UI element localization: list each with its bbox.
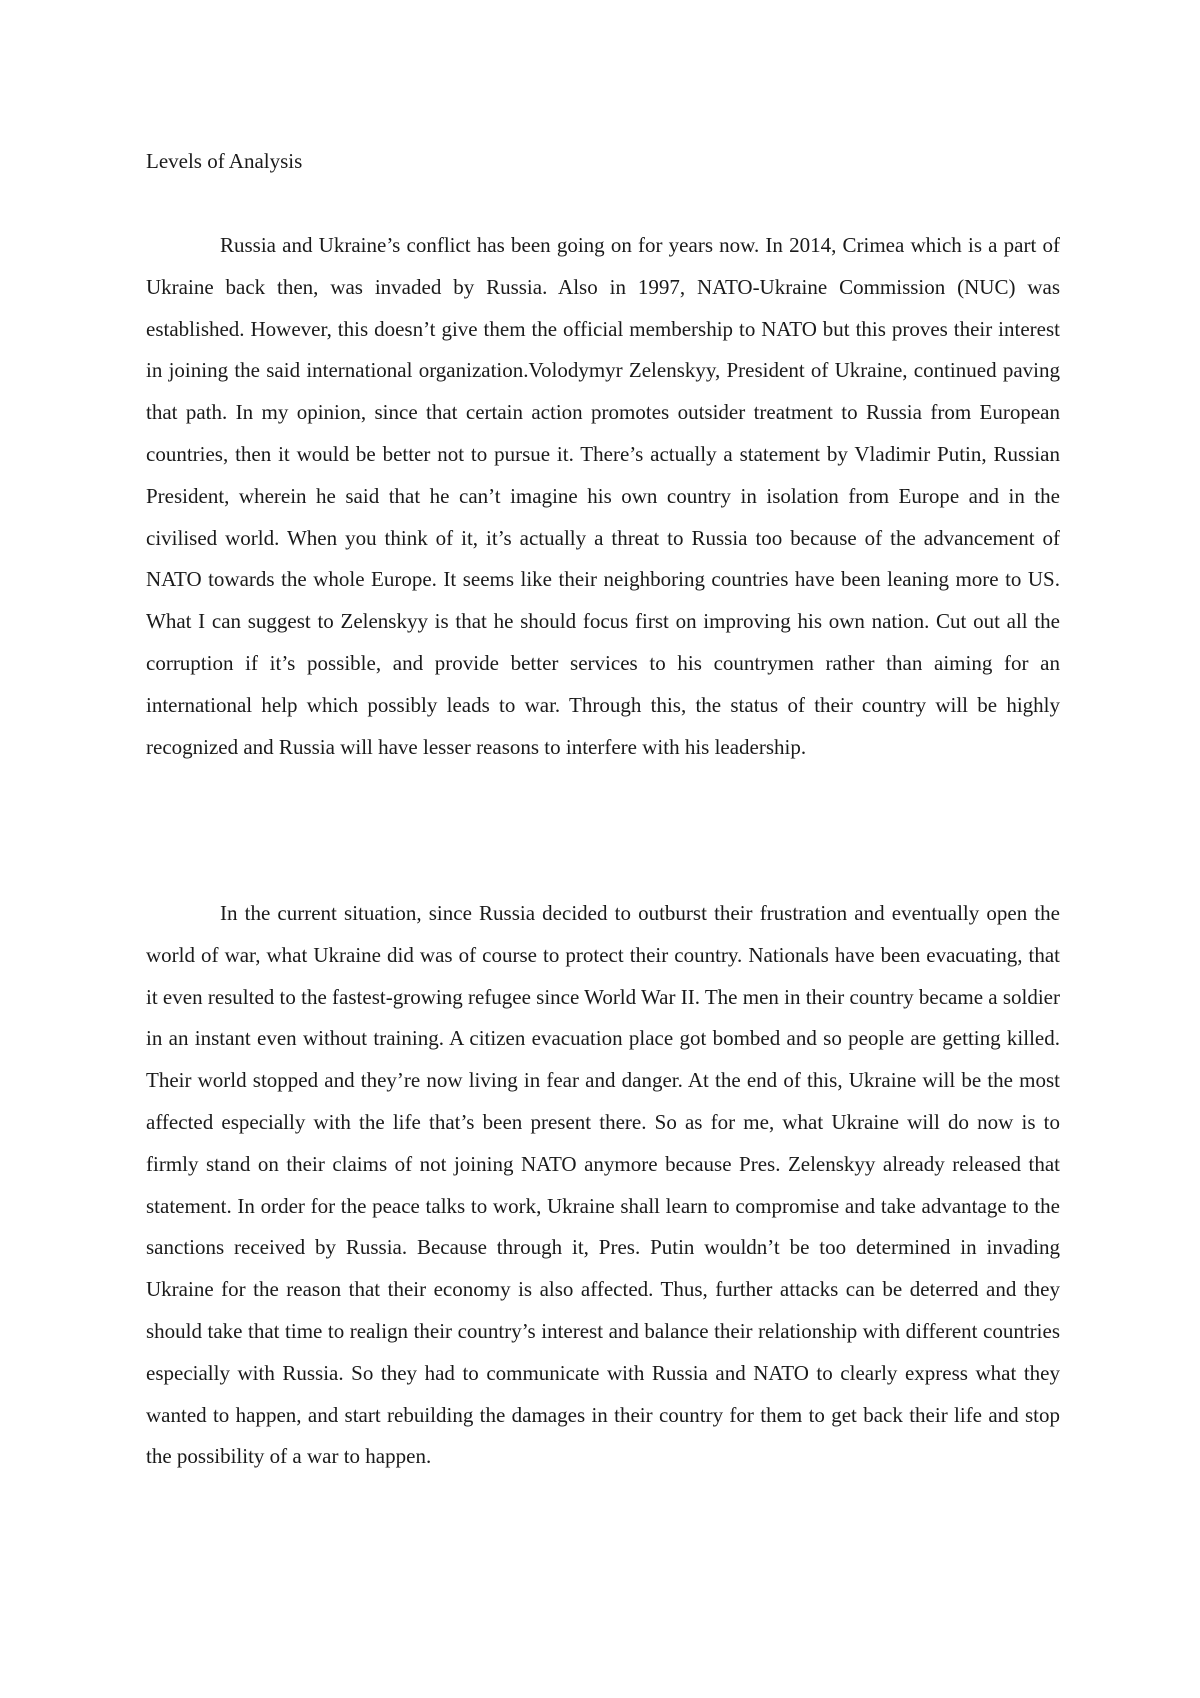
body-paragraph-2: In the current situation, since Russia decided to outburst their frustration and eventually open the world of war, what Ukraine did was of course to protect their country. Nationals have been evacuating, that it even resulted to the fastest-growing refugee since World War II. The men in their country became a soldier in an instant even without training. A citizen evacuation place got bombed and so people are getting killed. Their world stopped and they’re now living in fear and danger. At the end of this, Ukraine will be the most affected especially with the life that’s been present there. So as for me, what Ukraine will do now is to firmly stand on their claims of not joining NATO anymore because Pres. Zelenskyy already released that statement. In order for the peace talks to work, Ukraine shall learn to compromise and take advantage to the sanctions received by Russia. Because through it, Pres. Putin wouldn’t be too determined in invading Ukraine for the reason that their economy is also affected. Thus, further attacks can be deterred and they should take that time to realign their country’s interest and balance their relationship with different countries especially with Russia. So they had to communicate with Russia and NATO to clearly express what they wanted to happen, and start rebuilding the damages in their country for them to get back their life and stop the possibility of a war to happen. bbox=[146, 901, 1060, 1469]
document-title: Levels of Analysis bbox=[146, 149, 303, 173]
body-paragraph-1: Russia and Ukraine’s conflict has been going on for years now. In 2014, Crimea which is a part of Ukraine back then, was invaded by Russia. Also in 1997, NATO-Ukraine Commission (NUC) was established. However, this doesn’t give them the official membership to NATO but this proves their interest in joining the said international organization.Volodymyr Zelenskyy, President of Ukraine, continued paving that path. In my opinion, since that certain action promotes outsider treatment to Russia from European countries, then it would be better not to pursue it. There’s actually a statement by Vladimir Putin, Russian President, wherein he said that he can’t imagine his own country in isolation from Europe and in the civilised world. When you think of it, it’s actually a threat to Russia too because of the advancement of NATO towards the whole Europe. It seems like their neighboring countries have been leaning more to US. What I can suggest to Zelenskyy is that he should focus first on improving his own nation. Cut out all the corruption if it’s possible, and provide better services to his countrymen rather than aiming for an international help which possibly leads to war. Through this, the status of their country will be highly recognized and Russia will have lesser reasons to interfere with his leadership. bbox=[146, 233, 1060, 759]
